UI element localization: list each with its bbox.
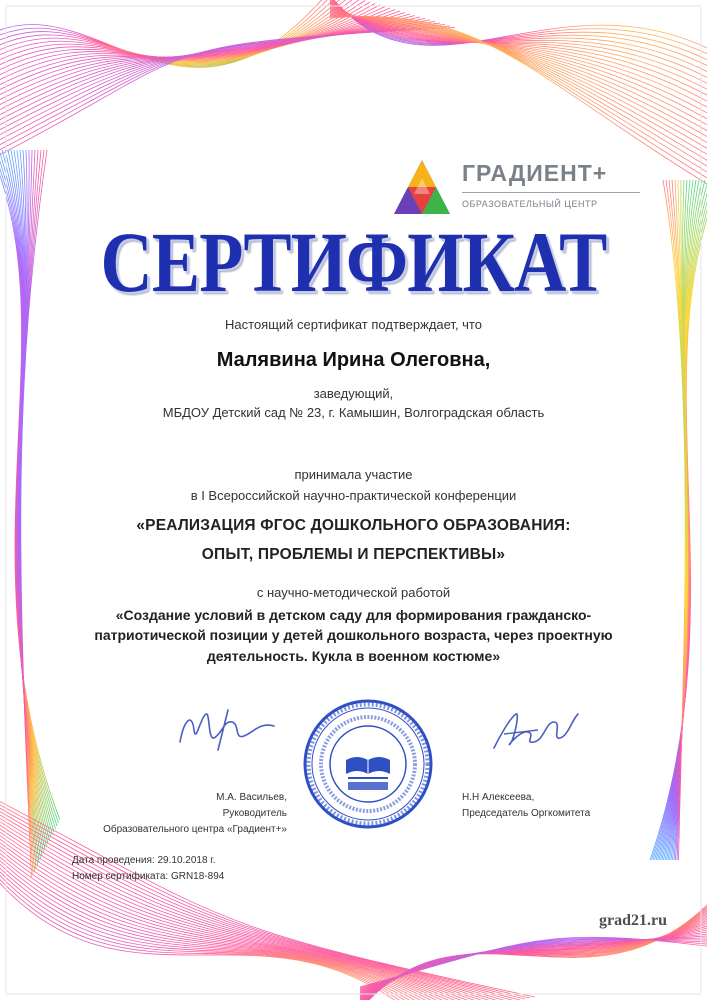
work-intro: с научно-методической работой — [256, 585, 451, 600]
event-date: Дата проведения: 29.10.2018 г. — [72, 855, 216, 866]
recipient-organization: МБДОУ Детский сад № 23, г. Камышин, Волгоградская область — [162, 405, 545, 420]
certificate-number: Номер сертификата: GRN18-894 — [72, 871, 225, 882]
wave-line — [0, 0, 340, 66]
brand-divider — [462, 192, 640, 193]
signatory-left-name: М.А. Васильев, — [216, 792, 287, 803]
brand-subtitle: ОБРАЗОВАТЕЛЬНЫЙ ЦЕНТР — [462, 199, 598, 209]
wave-line — [0, 26, 450, 160]
wave-line — [0, 812, 500, 1000]
wave-line — [0, 23, 440, 150]
signatory-right-role: Председатель Оргкомитета — [462, 808, 591, 819]
recipient-name: Малявина Ирина Олеговна, — [216, 349, 491, 371]
signatory-right-name: Н.Н Алексеева, — [462, 792, 535, 803]
wave-line — [0, 22, 435, 146]
work-title-line-1: «Создание условий в детском саду для формирования гражданско- — [115, 607, 592, 623]
brand-name: ГРАДИЕНТ+ — [462, 160, 608, 186]
stamp-seal-icon — [302, 698, 434, 830]
wave-line — [0, 0, 355, 65]
wave-line — [0, 17, 420, 130]
certificate-title: СЕРТИФИКАТ — [100, 214, 607, 310]
website-link[interactable]: grad21.ru — [599, 912, 667, 929]
wave-line — [360, 922, 707, 996]
wave-line — [0, 833, 465, 1000]
signature-right-icon — [480, 700, 590, 760]
signature-left-icon — [170, 700, 290, 760]
wave-line — [330, 0, 707, 78]
confirm-text: Настоящий сертификат подтверждает, что — [225, 317, 482, 332]
event-title-line-1: «РЕАЛИЗАЦИЯ ФГОС ДОШКОЛЬНОГО ОБРАЗОВАНИЯ: — [136, 517, 571, 534]
signatory-left-org: Образовательного центра «Градиент+» — [103, 824, 287, 835]
wave-line — [0, 7, 385, 96]
signatory-left-role: Руководитель — [222, 808, 287, 819]
wave-line — [360, 925, 707, 995]
wave-line — [330, 0, 707, 72]
gradient-logo-icon — [392, 158, 452, 216]
participation-text: принимала участие — [294, 467, 413, 482]
signatory-left — [103, 790, 287, 838]
recipient-position: заведующий, — [313, 386, 394, 401]
work-title-line-2: патриотической позиции у детей дошкольного возраста, через проектную — [94, 627, 613, 643]
certificate-meta — [72, 853, 224, 885]
event-line: в I Всероссийской научно-практической конференции — [190, 488, 517, 503]
work-title-line-3: деятельность. Кукла в военном костюме» — [206, 648, 501, 664]
signatory-right — [462, 790, 590, 822]
event-title-line-2: ОПЫТ, ПРОБЛЕМЫ И ПЕРСПЕКТИВЫ» — [201, 546, 506, 563]
